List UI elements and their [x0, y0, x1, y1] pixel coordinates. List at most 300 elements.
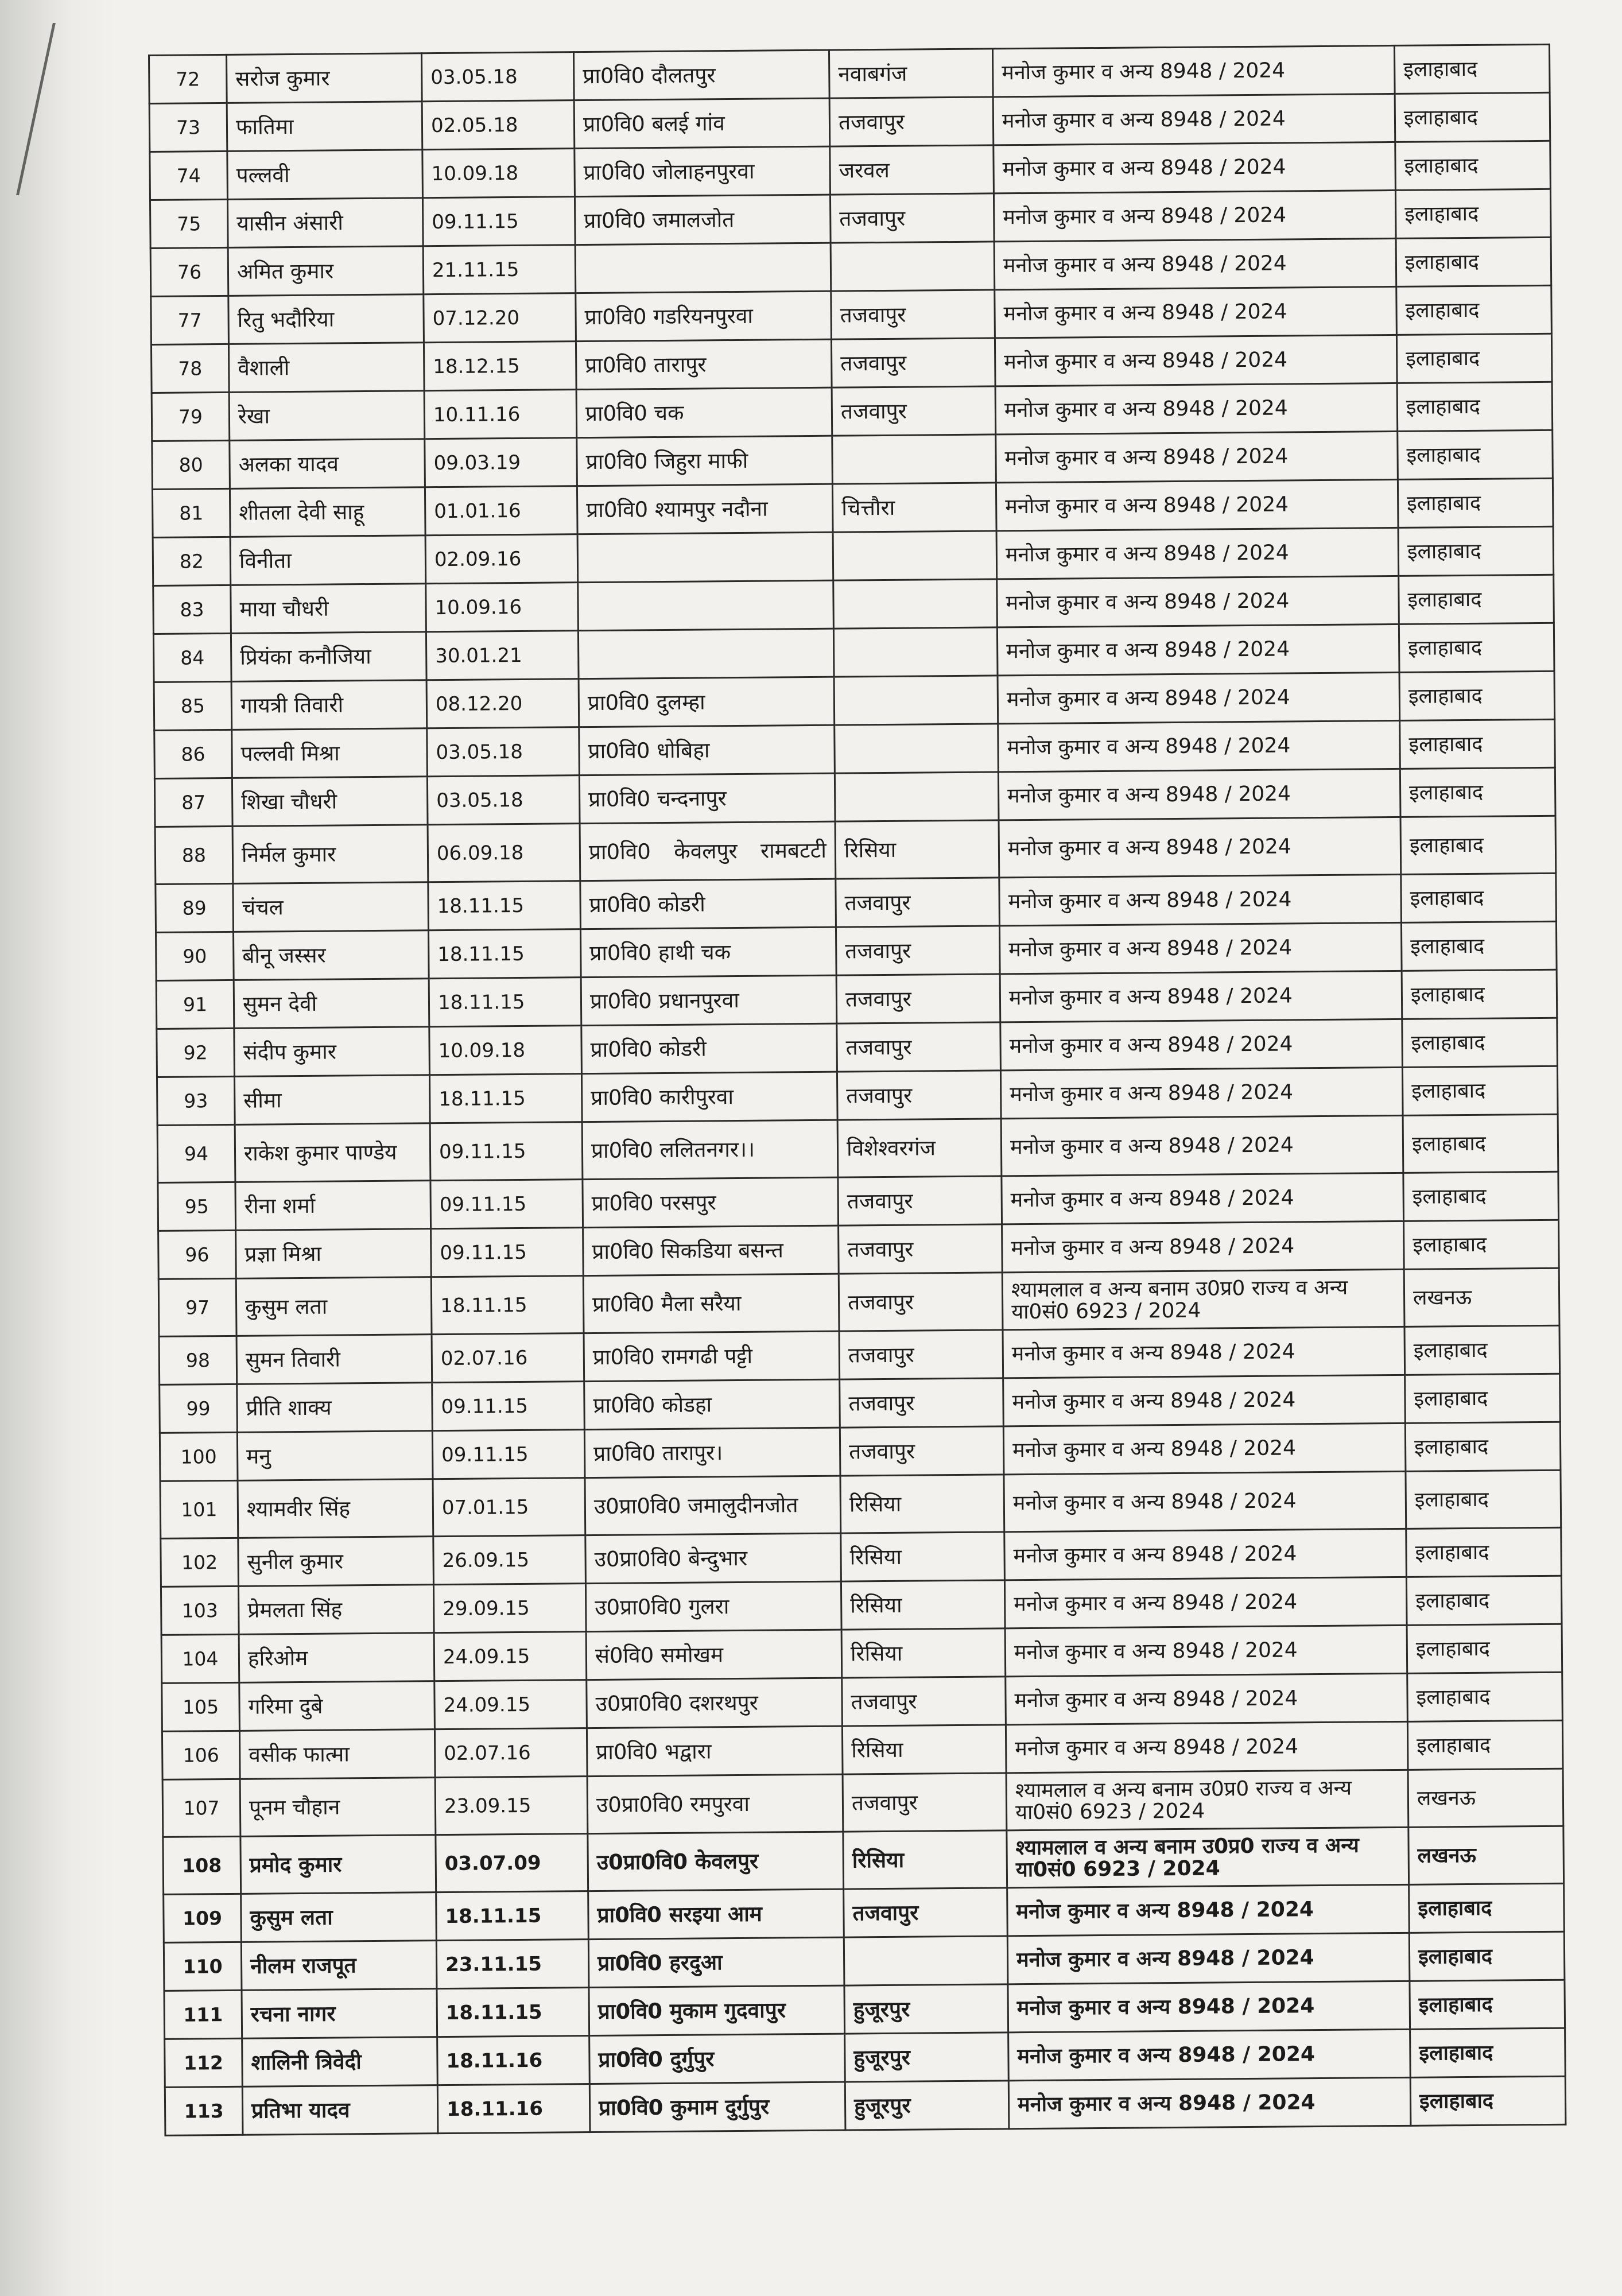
joining-date-cell: 23.09.15	[435, 1777, 588, 1835]
school-name-cell: प्रा0वि0 कोडरी	[581, 1023, 837, 1073]
case-reference-cell: मनोज कुमार व अन्य 8948 / 2024	[1002, 1173, 1404, 1224]
block-name-cell: तजवापुर	[843, 1773, 1007, 1832]
teacher-name-cell: रितु भदौरिया	[228, 294, 424, 344]
school-name-cell: उ0प्रा0वि0 रमपुरवा	[587, 1774, 843, 1833]
block-name-cell: तजवापुर	[836, 926, 1000, 975]
block-name-cell	[833, 531, 997, 580]
block-name-cell	[831, 242, 995, 291]
serial-number-cell: 111	[164, 1990, 242, 2039]
table-row	[155, 816, 1556, 884]
teacher-name-cell: यासीन अंसारी	[227, 198, 423, 248]
joining-date-cell: 02.05.18	[422, 100, 575, 150]
school-name-cell: प्रा0वि0 कुमाम दुर्गुपुर	[589, 2082, 845, 2132]
teacher-name-cell: प्रियंका कनौजिया	[231, 632, 426, 682]
table-row	[165, 2076, 1566, 2135]
teacher-name-cell: वैशाली	[228, 343, 424, 393]
school-name-cell: प्रा0वि0 हरदुआ	[588, 1937, 844, 1987]
teacher-name-cell: अलका यादव	[230, 439, 425, 489]
court-cell: इलाहाबाद	[1398, 526, 1554, 576]
table-row	[157, 1114, 1558, 1182]
case-reference-cell: मनोज कुमार व अन्य 8948 / 2024	[992, 45, 1395, 96]
teacher-name-cell: सरोज कुमार	[227, 53, 422, 103]
court-cell: इलाहाबाद	[1400, 719, 1555, 769]
joining-date-cell: 24.09.15	[434, 1632, 587, 1681]
court-cell: इलाहाबाद	[1401, 921, 1557, 971]
case-reference-cell: मनोज कुमार व अन्य 8948 / 2024	[996, 479, 1398, 530]
serial-number-cell: 72	[149, 55, 227, 103]
block-name-cell	[844, 1936, 1008, 1985]
block-name-cell	[834, 676, 998, 725]
school-name-cell: प्रा0वि0 गडरियनपुरवा	[576, 291, 832, 341]
teacher-name-cell: शीतला देवी साहू	[230, 487, 425, 537]
teacher-name-cell: सुमन देवी	[234, 979, 429, 1029]
school-name-cell: प्रा0वि0 जमालजोत	[575, 195, 831, 245]
block-name-cell: तजवापुर	[830, 193, 994, 243]
teacher-name-cell: हरिओम	[239, 1633, 434, 1683]
block-name-cell: विशेश्वरगंज	[837, 1119, 1002, 1177]
teacher-name-cell: सुनील कुमार	[238, 1537, 434, 1587]
court-cell: इलाहाबाद	[1407, 1672, 1563, 1721]
block-name-cell: तजवापुर	[832, 386, 996, 436]
school-name-cell	[578, 580, 834, 630]
court-cell: इलाहाबाद	[1400, 767, 1555, 817]
block-name-cell	[832, 435, 996, 484]
court-cell: इलाहाबाद	[1395, 189, 1551, 238]
case-reference-cell: मनोज कुमार व अन्य 8948 / 2024	[1003, 1375, 1406, 1426]
case-reference-cell: मनोज कुमार व अन्य 8948 / 2024	[996, 528, 1399, 579]
joining-date-cell: 03.05.18	[427, 775, 580, 825]
joining-date-cell: 02.09.16	[425, 534, 578, 584]
table-row	[162, 1768, 1563, 1837]
case-reference-cell: मनोज कुमार व अन्य 8948 / 2024	[996, 431, 1398, 482]
teacher-list-body	[149, 44, 1566, 2135]
joining-date-cell: 09.11.15	[431, 1228, 584, 1277]
block-name-cell: तजवापुर	[839, 1330, 1003, 1379]
serial-number-cell: 108	[163, 1836, 241, 1894]
school-name-cell: उ0प्रा0वि0 जमालुदीनजोत	[585, 1476, 841, 1535]
serial-number-cell: 92	[157, 1028, 235, 1077]
joining-date-cell: 08.12.20	[426, 679, 579, 728]
school-name-cell: प्रा0वि0 परसपुर	[583, 1177, 839, 1227]
serial-number-cell: 112	[165, 2038, 243, 2087]
school-name-cell: प्रा0वि0 केवलपुर रामबटटी	[580, 821, 836, 881]
case-reference-cell: मनोज कुमार व अन्य 8948 / 2024	[995, 383, 1398, 434]
school-name-cell	[577, 532, 833, 582]
court-cell: इलाहाबाद	[1410, 1980, 1565, 2029]
block-name-cell: तजवापुर	[829, 97, 994, 146]
case-reference-cell: मनोज कुमार व अन्य 8948 / 2024	[999, 874, 1402, 925]
court-cell: इलाहाबाद	[1409, 1932, 1565, 1981]
joining-date-cell: 18.11.15	[429, 978, 581, 1027]
joining-date-cell: 18.11.15	[429, 1074, 582, 1123]
school-name-cell: प्रा0वि0 दुर्गुपुर	[589, 2034, 845, 2084]
case-reference-cell: मनोज कुमार व अन्य 8948 / 2024	[1002, 1221, 1404, 1272]
serial-number-cell: 80	[152, 440, 230, 489]
teacher-name-cell: फातिमा	[227, 102, 422, 152]
table-row	[160, 1470, 1561, 1538]
block-name-cell: रिसिया	[840, 1475, 1004, 1533]
teacher-name-cell: राकेश कुमार पाण्डेय	[235, 1123, 430, 1182]
block-name-cell: रिसिया	[841, 1628, 1006, 1678]
block-name-cell: तजवापुर	[831, 338, 995, 387]
serial-number-cell: 95	[158, 1182, 236, 1231]
block-name-cell: तजवापुर	[839, 1273, 1003, 1331]
court-cell: इलाहाबाद	[1403, 1114, 1558, 1173]
school-name-cell: उ0प्रा0वि0 बेन्दुभार	[585, 1533, 841, 1583]
court-cell: इलाहाबाद	[1399, 575, 1554, 624]
block-name-cell	[835, 724, 999, 773]
teacher-name-cell: प्रमोद कुमार	[240, 1835, 436, 1894]
school-name-cell: प्रा0वि0 कोडरी	[580, 879, 836, 929]
serial-number-cell: 113	[165, 2086, 243, 2135]
school-name-cell: उ0प्रा0वि0 दशरथपुर	[587, 1678, 843, 1728]
case-reference-cell: मनोज कुमार व अन्य 8948 / 2024	[1003, 1327, 1405, 1378]
case-reference-cell: मनोज कुमार व अन्य 8948 / 2024	[1000, 1067, 1403, 1118]
school-name-cell: प्रा0वि0 धोबिहा	[579, 725, 835, 775]
court-cell: इलाहाबाद	[1405, 1374, 1561, 1423]
court-cell: इलाहाबाद	[1406, 1527, 1562, 1577]
serial-number-cell: 100	[160, 1432, 238, 1481]
court-cell: इलाहाबाद	[1407, 1624, 1562, 1673]
joining-date-cell: 09.11.15	[432, 1382, 585, 1431]
teacher-name-cell: वसीक फात्मा	[239, 1729, 435, 1779]
case-reference-cell: मनोज कुमार व अन्य 8948 / 2024	[1001, 1115, 1403, 1176]
block-name-cell: हुजूरपुर	[844, 1984, 1008, 2034]
joining-date-cell: 10.09.16	[426, 583, 579, 632]
block-name-cell: तजवापुर	[842, 1677, 1006, 1726]
school-name-cell: सं0वि0 समोखम	[586, 1630, 842, 1680]
serial-number-cell: 79	[152, 392, 230, 441]
joining-date-cell: 10.09.18	[429, 1026, 582, 1075]
joining-date-cell: 18.11.16	[437, 2084, 590, 2134]
block-name-cell: तजवापुर	[840, 1426, 1004, 1476]
teacher-name-cell: मनु	[237, 1431, 433, 1481]
joining-date-cell: 07.12.20	[424, 293, 576, 343]
court-cell: इलाहाबाद	[1394, 44, 1550, 94]
block-name-cell: नवाबगंज	[829, 49, 993, 98]
teacher-name-cell: रचना नागर	[242, 1989, 437, 2039]
block-name-cell: तजवापुर	[837, 1071, 1001, 1120]
joining-date-cell: 18.11.15	[436, 1891, 589, 1941]
teacher-name-cell: बीनू जस्सर	[234, 930, 429, 980]
school-name-cell: प्रा0वि0 दुलम्हा	[579, 677, 835, 727]
school-name-cell	[575, 243, 831, 293]
teacher-name-cell: श्यामवीर सिंह	[238, 1479, 433, 1538]
court-cell: इलाहाबाद	[1395, 141, 1551, 190]
case-reference-cell: मनोज कुमार व अन्य 8948 / 2024	[994, 238, 1396, 289]
serial-number-cell: 103	[161, 1586, 239, 1635]
teacher-name-cell: शालिनी त्रिवेदी	[242, 2037, 438, 2087]
case-reference-cell: मनोज कुमार व अन्य 8948 / 2024	[997, 624, 1399, 675]
court-cell: इलाहाबाद	[1407, 1720, 1563, 1770]
school-name-cell: प्रा0वि0 बलई गांव	[574, 98, 830, 148]
joining-date-cell: 07.01.15	[433, 1478, 585, 1537]
case-reference-cell: मनोज कुमार व अन्य 8948 / 2024	[1004, 1577, 1407, 1628]
block-name-cell: तजवापुर	[836, 974, 1000, 1023]
court-cell: इलाहाबाद	[1404, 1220, 1559, 1269]
court-cell: इलाहाबाद	[1404, 1325, 1560, 1375]
block-name-cell: जरवल	[830, 145, 994, 195]
serial-number-cell: 82	[153, 537, 231, 585]
joining-date-cell: 18.11.15	[431, 1276, 584, 1335]
block-name-cell: रिसिया	[843, 1830, 1007, 1889]
teacher-name-cell: पूनम चौहान	[240, 1778, 436, 1837]
joining-date-cell: 18.11.16	[437, 2036, 590, 2085]
case-reference-cell: मनोज कुमार व अन्य 8948 / 2024	[994, 190, 1396, 241]
school-name-cell: प्रा0वि0 दौलतपुर	[573, 50, 829, 100]
block-name-cell	[835, 772, 999, 821]
serial-number-cell: 94	[157, 1124, 235, 1182]
court-cell: इलाहाबाद	[1398, 478, 1553, 528]
court-cell: इलाहाबाद	[1402, 969, 1557, 1019]
case-reference-cell: मनोज कुमार व अन्य 8948 / 2024	[998, 720, 1400, 771]
teacher-name-cell: कुसुम लता	[241, 1892, 437, 1942]
block-name-cell: रिसिया	[835, 820, 999, 879]
court-cell: इलाहाबाद	[1409, 1883, 1565, 1933]
block-name-cell: हुजूरपुर	[845, 2081, 1009, 2130]
joining-date-cell: 02.07.16	[434, 1728, 587, 1778]
court-cell: इलाहाबाद	[1396, 285, 1552, 335]
school-name-cell: प्रा0वि0 कारीपुरवा	[581, 1072, 837, 1122]
school-name-cell: प्रा0वि0 सरइया आम	[588, 1889, 844, 1939]
joining-date-cell: 03.07.09	[436, 1834, 588, 1892]
serial-number-cell: 87	[154, 778, 232, 827]
court-cell: इलाहाबाद	[1396, 237, 1551, 286]
serial-number-cell: 73	[149, 103, 227, 152]
court-cell: इलाहाबाद	[1402, 1066, 1558, 1115]
teacher-list-table	[148, 44, 1566, 2136]
case-reference-cell: श्यामलाल व अन्य बनाम उ0प्र0 राज्य व अन्य या0सं0 6923 / 2024	[1006, 1770, 1408, 1830]
joining-date-cell: 26.09.15	[433, 1535, 586, 1585]
case-reference-cell: मनोज कुमार व अन्य 8948 / 2024	[1004, 1529, 1407, 1580]
school-name-cell: प्रा0वि0 तारापुर	[576, 339, 832, 389]
joining-date-cell: 18.11.15	[437, 1988, 589, 2037]
teacher-name-cell: प्रेमलता सिंह	[238, 1585, 434, 1635]
joining-date-cell: 09.03.19	[425, 438, 577, 487]
block-name-cell: तजवापुर	[836, 878, 1000, 927]
case-reference-cell: मनोज कुमार व अन्य 8948 / 2024	[1000, 971, 1402, 1022]
serial-number-cell: 99	[160, 1384, 238, 1433]
serial-number-cell: 104	[161, 1634, 239, 1683]
court-cell: इलाहाबाद	[1396, 333, 1552, 383]
teacher-name-cell: सीमा	[234, 1075, 430, 1125]
court-cell: लखनऊ	[1408, 1826, 1564, 1884]
joining-date-cell: 01.01.16	[425, 486, 577, 536]
teacher-name-cell: निर्मल कुमार	[232, 825, 428, 884]
joining-date-cell: 06.09.18	[428, 824, 580, 882]
school-name-cell: उ0प्रा0वि0 गुलरा	[585, 1581, 841, 1631]
serial-number-cell: 85	[154, 681, 232, 730]
joining-date-cell: 23.11.15	[436, 1940, 589, 1989]
serial-number-cell: 89	[156, 883, 234, 932]
teacher-name-cell: विनीता	[230, 536, 426, 585]
court-cell: इलाहाबाद	[1397, 382, 1553, 431]
joining-date-cell: 18.12.15	[424, 342, 576, 391]
case-reference-cell: मनोज कुमार व अन्य 8948 / 2024	[1003, 1423, 1406, 1474]
teacher-name-cell: पल्लवी	[227, 150, 423, 200]
joining-date-cell: 09.11.15	[430, 1180, 583, 1229]
joining-date-cell: 10.11.16	[424, 390, 577, 439]
teacher-name-cell: माया चौधरी	[231, 584, 426, 634]
school-name-cell	[578, 629, 834, 678]
joining-date-cell: 09.11.15	[432, 1430, 585, 1479]
serial-number-cell: 93	[157, 1076, 235, 1125]
school-name-cell: प्रा0वि0 तारापुर।	[584, 1428, 840, 1477]
case-reference-cell: मनोज कुमार व अन्य 8948 / 2024	[1006, 1721, 1408, 1773]
block-name-cell: तजवापुर	[837, 1022, 1001, 1072]
case-reference-cell: मनोज कुमार व अन्य 8948 / 2024	[1007, 1933, 1410, 1984]
school-name-cell: प्रा0वि0 जिहुरा माफी	[577, 436, 833, 486]
serial-number-cell: 83	[153, 585, 231, 634]
serial-number-cell: 88	[155, 826, 233, 884]
block-name-cell: तजवापुर	[838, 1176, 1002, 1225]
case-reference-cell: मनोज कुमार व अन्य 8948 / 2024	[1000, 1019, 1403, 1070]
serial-number-cell: 101	[160, 1480, 238, 1538]
court-cell: इलाहाबाद	[1395, 92, 1550, 142]
joining-date-cell: 21.11.15	[423, 245, 576, 294]
case-reference-cell: मनोज कुमार व अन्य 8948 / 2024	[999, 817, 1401, 877]
case-reference-cell: मनोज कुमार व अन्य 8948 / 2024	[995, 335, 1397, 386]
court-cell: इलाहाबाद	[1400, 816, 1556, 874]
case-reference-cell: मनोज कुमार व अन्य 8948 / 2024	[999, 922, 1402, 974]
school-name-cell: प्रा0वि0 रामगढी पट्टी	[584, 1331, 840, 1381]
block-name-cell: तजवापुर	[839, 1224, 1003, 1274]
serial-number-cell: 110	[164, 1942, 242, 1991]
block-name-cell: तजवापुर	[831, 290, 995, 339]
serial-number-cell: 78	[151, 344, 229, 393]
school-name-cell: प्रा0वि0 चक	[576, 387, 832, 437]
court-cell: इलाहाबाद	[1399, 671, 1555, 720]
block-name-cell: तजवापुर	[844, 1888, 1008, 1937]
school-name-cell: प्रा0वि0 जोलाहनपुरवा	[575, 146, 831, 196]
school-name-cell: प्रा0वि0 कोडहा	[584, 1379, 840, 1429]
teacher-name-cell: नीलम राजपूत	[241, 1941, 437, 1991]
case-reference-cell: मनोज कुमार व अन्य 8948 / 2024	[998, 769, 1400, 820]
block-name-cell: रिसिया	[841, 1580, 1005, 1630]
court-cell: इलाहाबाद	[1402, 1018, 1558, 1067]
school-name-cell: प्रा0वि0 मैला सरैया	[583, 1274, 839, 1333]
case-reference-cell: मनोज कुमार व अन्य 8948 / 2024	[995, 286, 1397, 338]
teacher-name-cell: सुमन तिवारी	[236, 1335, 432, 1384]
school-name-cell: प्रा0वि0 भद्वारा	[587, 1726, 843, 1776]
joining-date-cell: 30.01.21	[426, 631, 579, 680]
serial-number-cell: 90	[156, 932, 234, 980]
case-reference-cell: मनोज कुमार व अन्य 8948 / 2024	[1008, 1981, 1410, 2032]
case-reference-cell: मनोज कुमार व अन्य 8948 / 2024	[1004, 1471, 1406, 1531]
case-reference-cell: श्यामलाल व अन्य बनाम उ0प्र0 राज्य व अन्य या0सं0 6923 / 2024	[1007, 1827, 1409, 1887]
joining-date-cell: 09.11.15	[422, 197, 575, 246]
scan-page-shadow	[0, 0, 115, 2296]
teacher-name-cell: प्रज्ञा मिश्रा	[236, 1229, 432, 1279]
school-name-cell: प्रा0वि0 हाथी चक	[580, 927, 836, 977]
school-name-cell: प्रा0वि0 श्यामपुर नदौना	[577, 484, 833, 534]
joining-date-cell: 02.07.16	[432, 1333, 584, 1383]
case-reference-cell: मनोज कुमार व अन्य 8948 / 2024	[1005, 1625, 1407, 1676]
joining-date-cell: 10.09.18	[422, 149, 575, 198]
teacher-name-cell: प्रतिभा यादव	[242, 2085, 438, 2135]
teacher-name-cell: गायत्री तिवारी	[231, 680, 427, 730]
court-cell: इलाहाबाद	[1410, 2028, 1566, 2077]
serial-number-cell: 96	[158, 1230, 236, 1279]
case-reference-cell: मनोज कुमार व अन्य 8948 / 2024	[997, 576, 1399, 627]
school-name-cell: प्रा0वि0 चन्दनापुर	[579, 773, 835, 823]
joining-date-cell: 29.09.15	[433, 1584, 586, 1633]
serial-number-cell: 109	[164, 1894, 242, 1942]
joining-date-cell: 24.09.15	[434, 1680, 587, 1729]
table-row	[163, 1826, 1564, 1894]
teacher-name-cell: रीना शर्मा	[235, 1181, 431, 1231]
court-cell: इलाहाबाद	[1398, 430, 1553, 479]
school-name-cell: प्रा0वि0 प्रधानपुरवा	[581, 975, 837, 1025]
block-name-cell: तजवापुर	[840, 1378, 1004, 1428]
case-reference-cell: मनोज कुमार व अन्य 8948 / 2024	[1008, 2077, 1411, 2128]
block-name-cell	[833, 627, 998, 677]
court-cell: इलाहाबाद	[1405, 1422, 1561, 1471]
court-cell: इलाहाबाद	[1406, 1470, 1561, 1529]
joining-date-cell: 03.05.18	[421, 52, 574, 102]
serial-number-cell: 105	[162, 1682, 240, 1731]
teacher-name-cell: रेखा	[229, 391, 425, 441]
school-name-cell: उ0प्रा0वि0 केवलपुर	[588, 1832, 844, 1891]
case-reference-cell: मनोज कुमार व अन्य 8948 / 2024	[1008, 2029, 1411, 2080]
school-name-cell: प्रा0वि0 मुकाम गुदवापुर	[589, 1985, 845, 2035]
serial-number-cell: 75	[150, 199, 228, 248]
serial-number-cell: 91	[156, 980, 234, 1029]
serial-number-cell: 81	[152, 488, 230, 537]
teacher-name-cell: शिखा चौधरी	[232, 777, 428, 827]
school-name-cell: प्रा0वि0 सिकडिया बसन्त	[583, 1225, 839, 1275]
serial-number-cell: 98	[159, 1336, 237, 1384]
case-reference-cell: मनोज कुमार व अन्य 8948 / 2024	[993, 94, 1395, 145]
serial-number-cell: 107	[162, 1779, 240, 1837]
case-reference-cell: मनोज कुमार व अन्य 8948 / 2024	[994, 142, 1396, 193]
court-cell: इलाहाबाद	[1401, 873, 1557, 922]
case-reference-cell: मनोज कुमार व अन्य 8948 / 2024	[998, 672, 1400, 723]
joining-date-cell: 03.05.18	[427, 727, 580, 777]
block-name-cell: हुजूरपुर	[845, 2033, 1009, 2082]
teacher-name-cell: पल्लवी मिश्रा	[232, 728, 428, 778]
teacher-name-cell: अमित कुमार	[228, 246, 424, 296]
teacher-name-cell: प्रीति शाक्य	[237, 1383, 433, 1433]
serial-number-cell: 106	[162, 1731, 240, 1779]
case-reference-cell: मनोज कुमार व अन्य 8948 / 2024	[1006, 1673, 1408, 1724]
court-cell: इलाहाबाद	[1410, 2076, 1566, 2126]
serial-number-cell: 77	[151, 296, 229, 344]
serial-number-cell: 97	[158, 1278, 236, 1336]
serial-number-cell: 102	[161, 1538, 239, 1587]
serial-number-cell: 76	[150, 247, 228, 296]
block-name-cell: चित्तौरा	[832, 483, 996, 532]
block-name-cell: रिसिया	[841, 1532, 1005, 1581]
court-cell: इलाहाबाद	[1403, 1172, 1559, 1221]
block-name-cell: रिसिया	[842, 1725, 1006, 1774]
school-name-cell: प्रा0वि0 ललितनगर।।	[582, 1120, 838, 1179]
serial-number-cell: 74	[150, 151, 228, 200]
table-row	[158, 1268, 1559, 1336]
court-cell: लखनऊ	[1408, 1768, 1563, 1827]
court-cell: इलाहाबाद	[1399, 623, 1554, 672]
case-reference-cell: श्यामलाल व अन्य बनाम उ0प्र0 राज्य व अन्य या0सं0 6923 / 2024	[1002, 1269, 1404, 1329]
serial-number-cell: 84	[153, 633, 231, 682]
joining-date-cell: 09.11.15	[430, 1122, 583, 1181]
block-name-cell	[833, 579, 998, 629]
joining-date-cell: 18.11.15	[428, 929, 581, 979]
court-cell: इलाहाबाद	[1406, 1576, 1562, 1625]
joining-date-cell: 18.11.15	[428, 881, 581, 930]
teacher-name-cell: गरिमा दुबे	[239, 1681, 435, 1731]
case-reference-cell: मनोज कुमार व अन्य 8948 / 2024	[1007, 1884, 1410, 1936]
teacher-name-cell: संदीप कुमार	[234, 1027, 430, 1077]
